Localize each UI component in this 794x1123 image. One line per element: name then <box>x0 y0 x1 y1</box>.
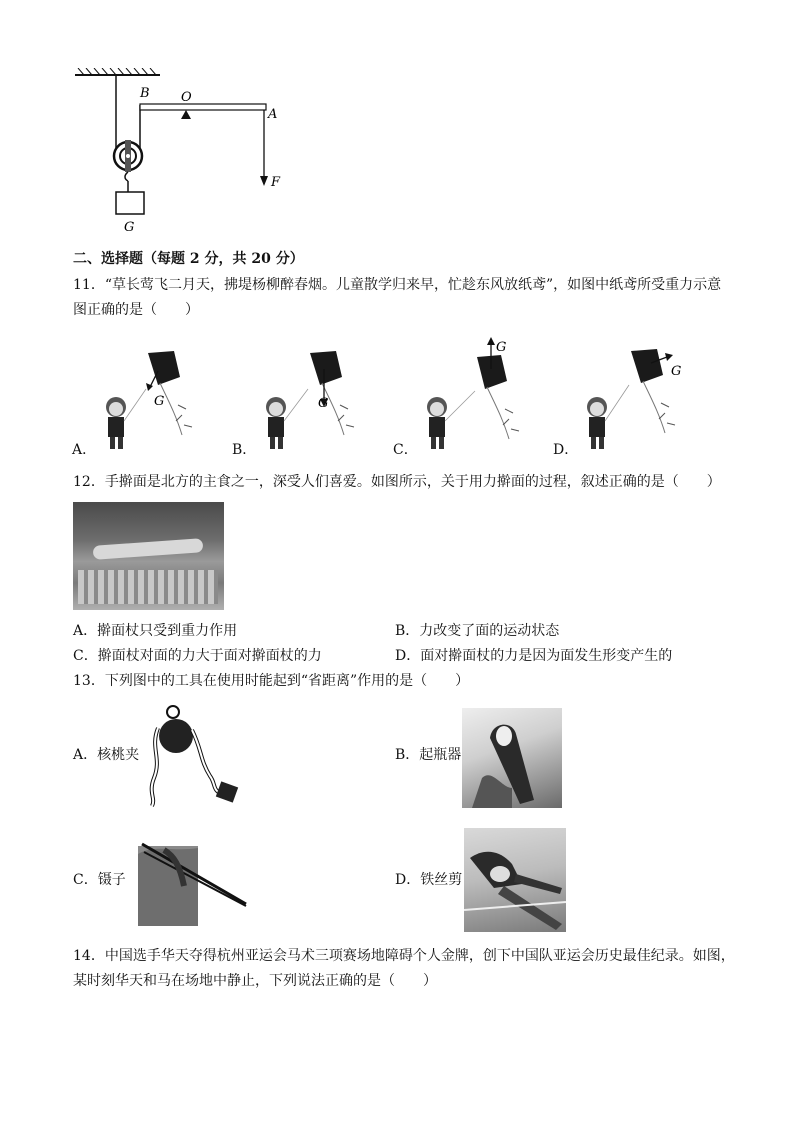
kite-boy-illustration <box>579 345 691 457</box>
label-O: O <box>181 90 192 105</box>
q14-stem-line2: 某时刻华天和马在场地中静止，下列说法正确的是（ ） <box>73 973 437 989</box>
kite <box>148 351 180 385</box>
q11-option-b[interactable] <box>232 345 362 460</box>
svg-text:G: G <box>154 394 165 409</box>
wire-cutter-image <box>464 828 566 932</box>
section-heading: 二、选择题（每题 2 分，共 20 分） <box>73 251 304 267</box>
q13-option-d[interactable]: D．铁丝剪 <box>395 872 463 888</box>
q11-option-c[interactable] <box>393 335 523 460</box>
q11-stem-line2: 图正确的是（ ） <box>73 302 199 318</box>
q12-option-c[interactable]: C．擀面杖对面的力大于面对擀面杖的力 <box>73 648 322 664</box>
weight-block <box>116 192 144 214</box>
q12-option-d[interactable]: D．面对擀面杖的力是因为面发生形变产生的 <box>395 648 673 664</box>
ceiling-support <box>75 68 160 75</box>
lever-bar <box>140 104 266 110</box>
svg-text:G: G <box>496 340 507 355</box>
label-F: F <box>271 175 281 190</box>
label-A: A <box>268 107 278 122</box>
option-letter: B． <box>232 442 257 458</box>
option-letter: A． <box>72 442 97 458</box>
label-B: B <box>140 86 150 101</box>
q11-option-d[interactable] <box>553 345 693 460</box>
q13-stem: 13．下列图中的工具在使用时能起到“省距离”作用的是（ ） <box>73 673 470 689</box>
label-G: G <box>124 220 135 235</box>
q13-option-b[interactable]: B．起瓶器 <box>395 747 462 763</box>
q13-option-a[interactable]: A．核桃夹 <box>73 747 140 763</box>
q12-option-b[interactable]: B．力改变了面的运动状态 <box>395 623 560 639</box>
kite-boy-illustration <box>98 345 208 457</box>
lever-pulley-figure <box>70 68 290 240</box>
svg-text:G: G <box>318 396 329 411</box>
q14-stem-line1: 14．中国选手华天夺得杭州亚运会马术三项赛场地障碍个人金牌，创下中国队亚运会历史最佳纪录。如图， <box>73 948 735 964</box>
option-letter: D． <box>553 442 579 458</box>
kite <box>310 351 342 385</box>
movable-pulley <box>114 140 142 181</box>
q12-option-a[interactable]: A．擀面杖只受到重力作用 <box>73 623 238 639</box>
q11-option-a[interactable] <box>72 345 202 460</box>
force-arrow-head <box>260 176 268 186</box>
nutcracker-image <box>140 698 240 808</box>
kite <box>477 355 507 389</box>
svg-text:G: G <box>671 364 682 379</box>
fulcrum <box>181 110 191 119</box>
q11-stem-line1: 11．“草长莺飞二月天，拂堤杨柳醉春烟。儿童散学归来早，忙趁东风放纸鸢”，如图中纸鸢所受重力示意 <box>73 277 722 293</box>
tweezers-image <box>134 826 252 930</box>
q13-option-c[interactable]: C．镊子 <box>73 872 126 888</box>
q12-stem: 12．手擀面是北方的主食之一，深受人们喜爱。如图所示，关于用力擀面的过程，叙述正确的是（ ） <box>73 474 721 490</box>
option-letter: C． <box>393 442 418 458</box>
bottle-opener-image <box>462 708 562 808</box>
kite <box>631 349 663 383</box>
kite-boy-illustration <box>258 345 368 457</box>
rolling-dough-photo <box>73 502 224 610</box>
kite-boy-illustration <box>419 335 529 457</box>
